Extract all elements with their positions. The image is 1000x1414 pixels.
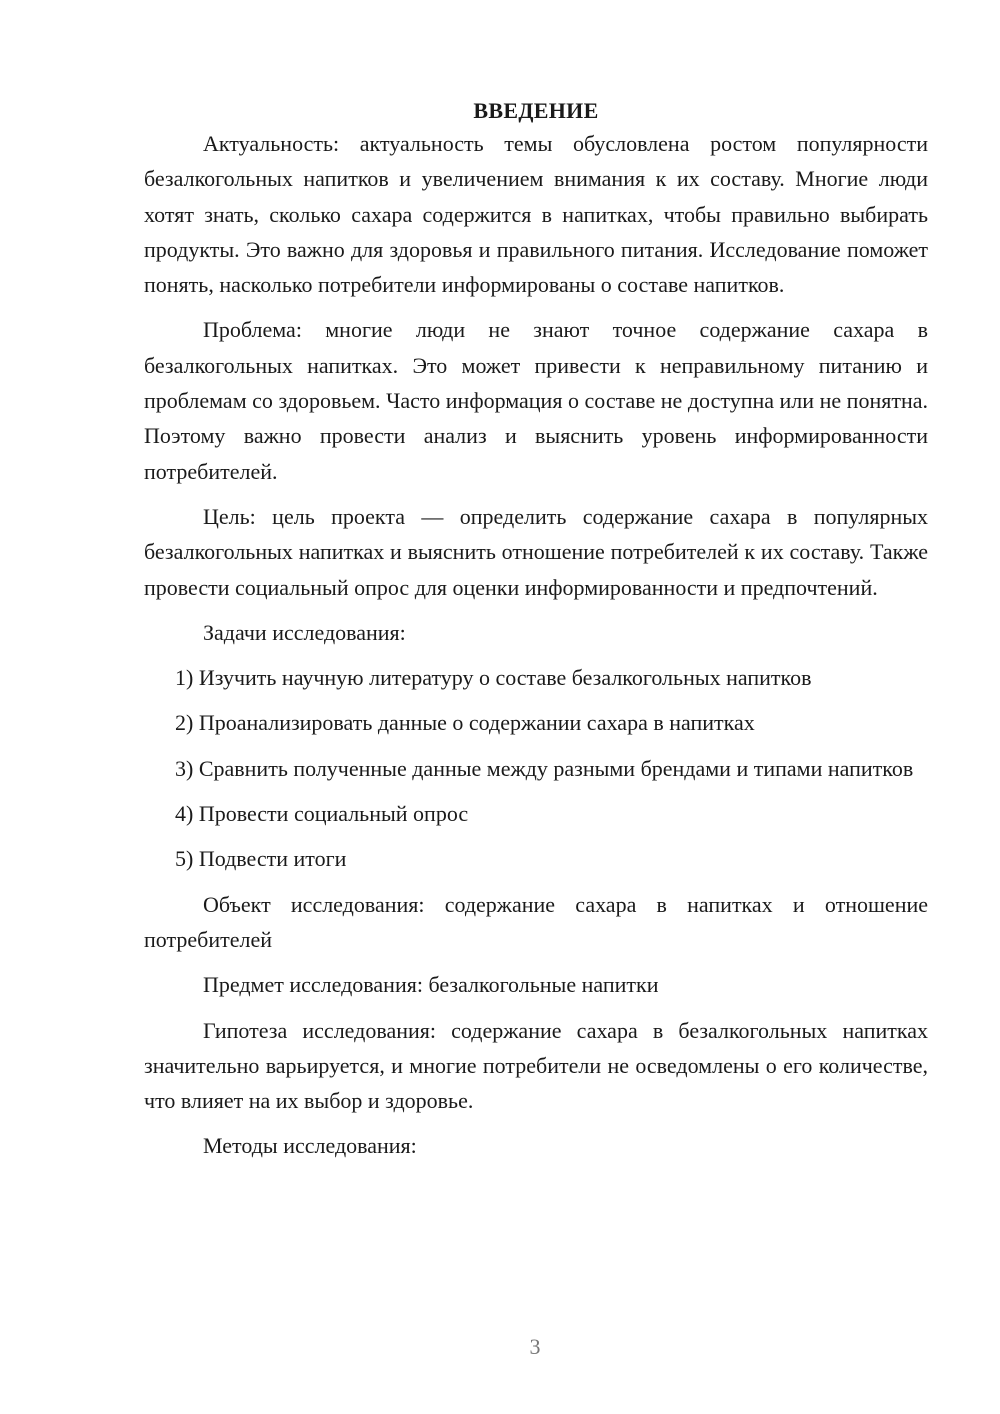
paragraph-goal: Цель: цель проекта — определить содержание сахара в популярных безалкогольных напитках и выяснить отношение потребителей к их составу. Также провести социальный опрос для оценки информированности и предпочтений. — [144, 503, 928, 600]
tasks-heading: Задачи исследования: — [203, 619, 406, 645]
section-title: ВВЕДЕНИЕ — [473, 98, 599, 123]
task-item-3: 3) Сравнить полученные данные между разными брендами и типами напитков — [175, 755, 914, 781]
paragraph-methods: Методы исследования: — [203, 1133, 417, 1159]
paragraph-problem: Проблема: многие люди не знают точное содержание сахара в безалкогольных напитках. Это может привести к неправильному питанию и проблемам со здоровьем. Часто информация о составе не доступна или не понятна. Поэтому важно провести анализ и выяснить уровень информированности потребителей. — [144, 317, 928, 484]
paragraph-object: Объект исследования: содержание сахара в напитках и отношение потребителей — [144, 891, 928, 952]
task-item-4: 4) Провести социальный опрос — [175, 801, 469, 827]
paragraph-hypothesis: Гипотеза исследования: содержание сахара в безалкогольных напитках значительно варьируется, и многие потребители не осведомлены о его количестве, что влияет на их выбор и здоровье. — [144, 1017, 928, 1114]
paragraph-subject: Предмет исследования: безалкогольные напитки — [203, 972, 659, 998]
document-page — [144, 96, 928, 1174]
page-number: 3 — [529, 1334, 541, 1359]
task-item-5: 5) Подвести итоги — [175, 846, 347, 872]
task-item-2: 2) Проанализировать данные о содержании сахара в напитках — [175, 710, 755, 736]
paragraph-relevance: Актуальность: актуальность темы обусловлена ростом популярности безалкогольных напитков и увеличением внимания к их составу. Многие люди хотят знать, сколько сахара содержится в напитках, чтобы правильно выбирать продукты. Это важно для здоровья и правильного питания. Исследование поможет понять, насколько потребители информированы о составе напитков. — [144, 131, 928, 298]
task-item-1: 1) Изучить научную литературу о составе безалкогольных напитков — [175, 665, 812, 691]
